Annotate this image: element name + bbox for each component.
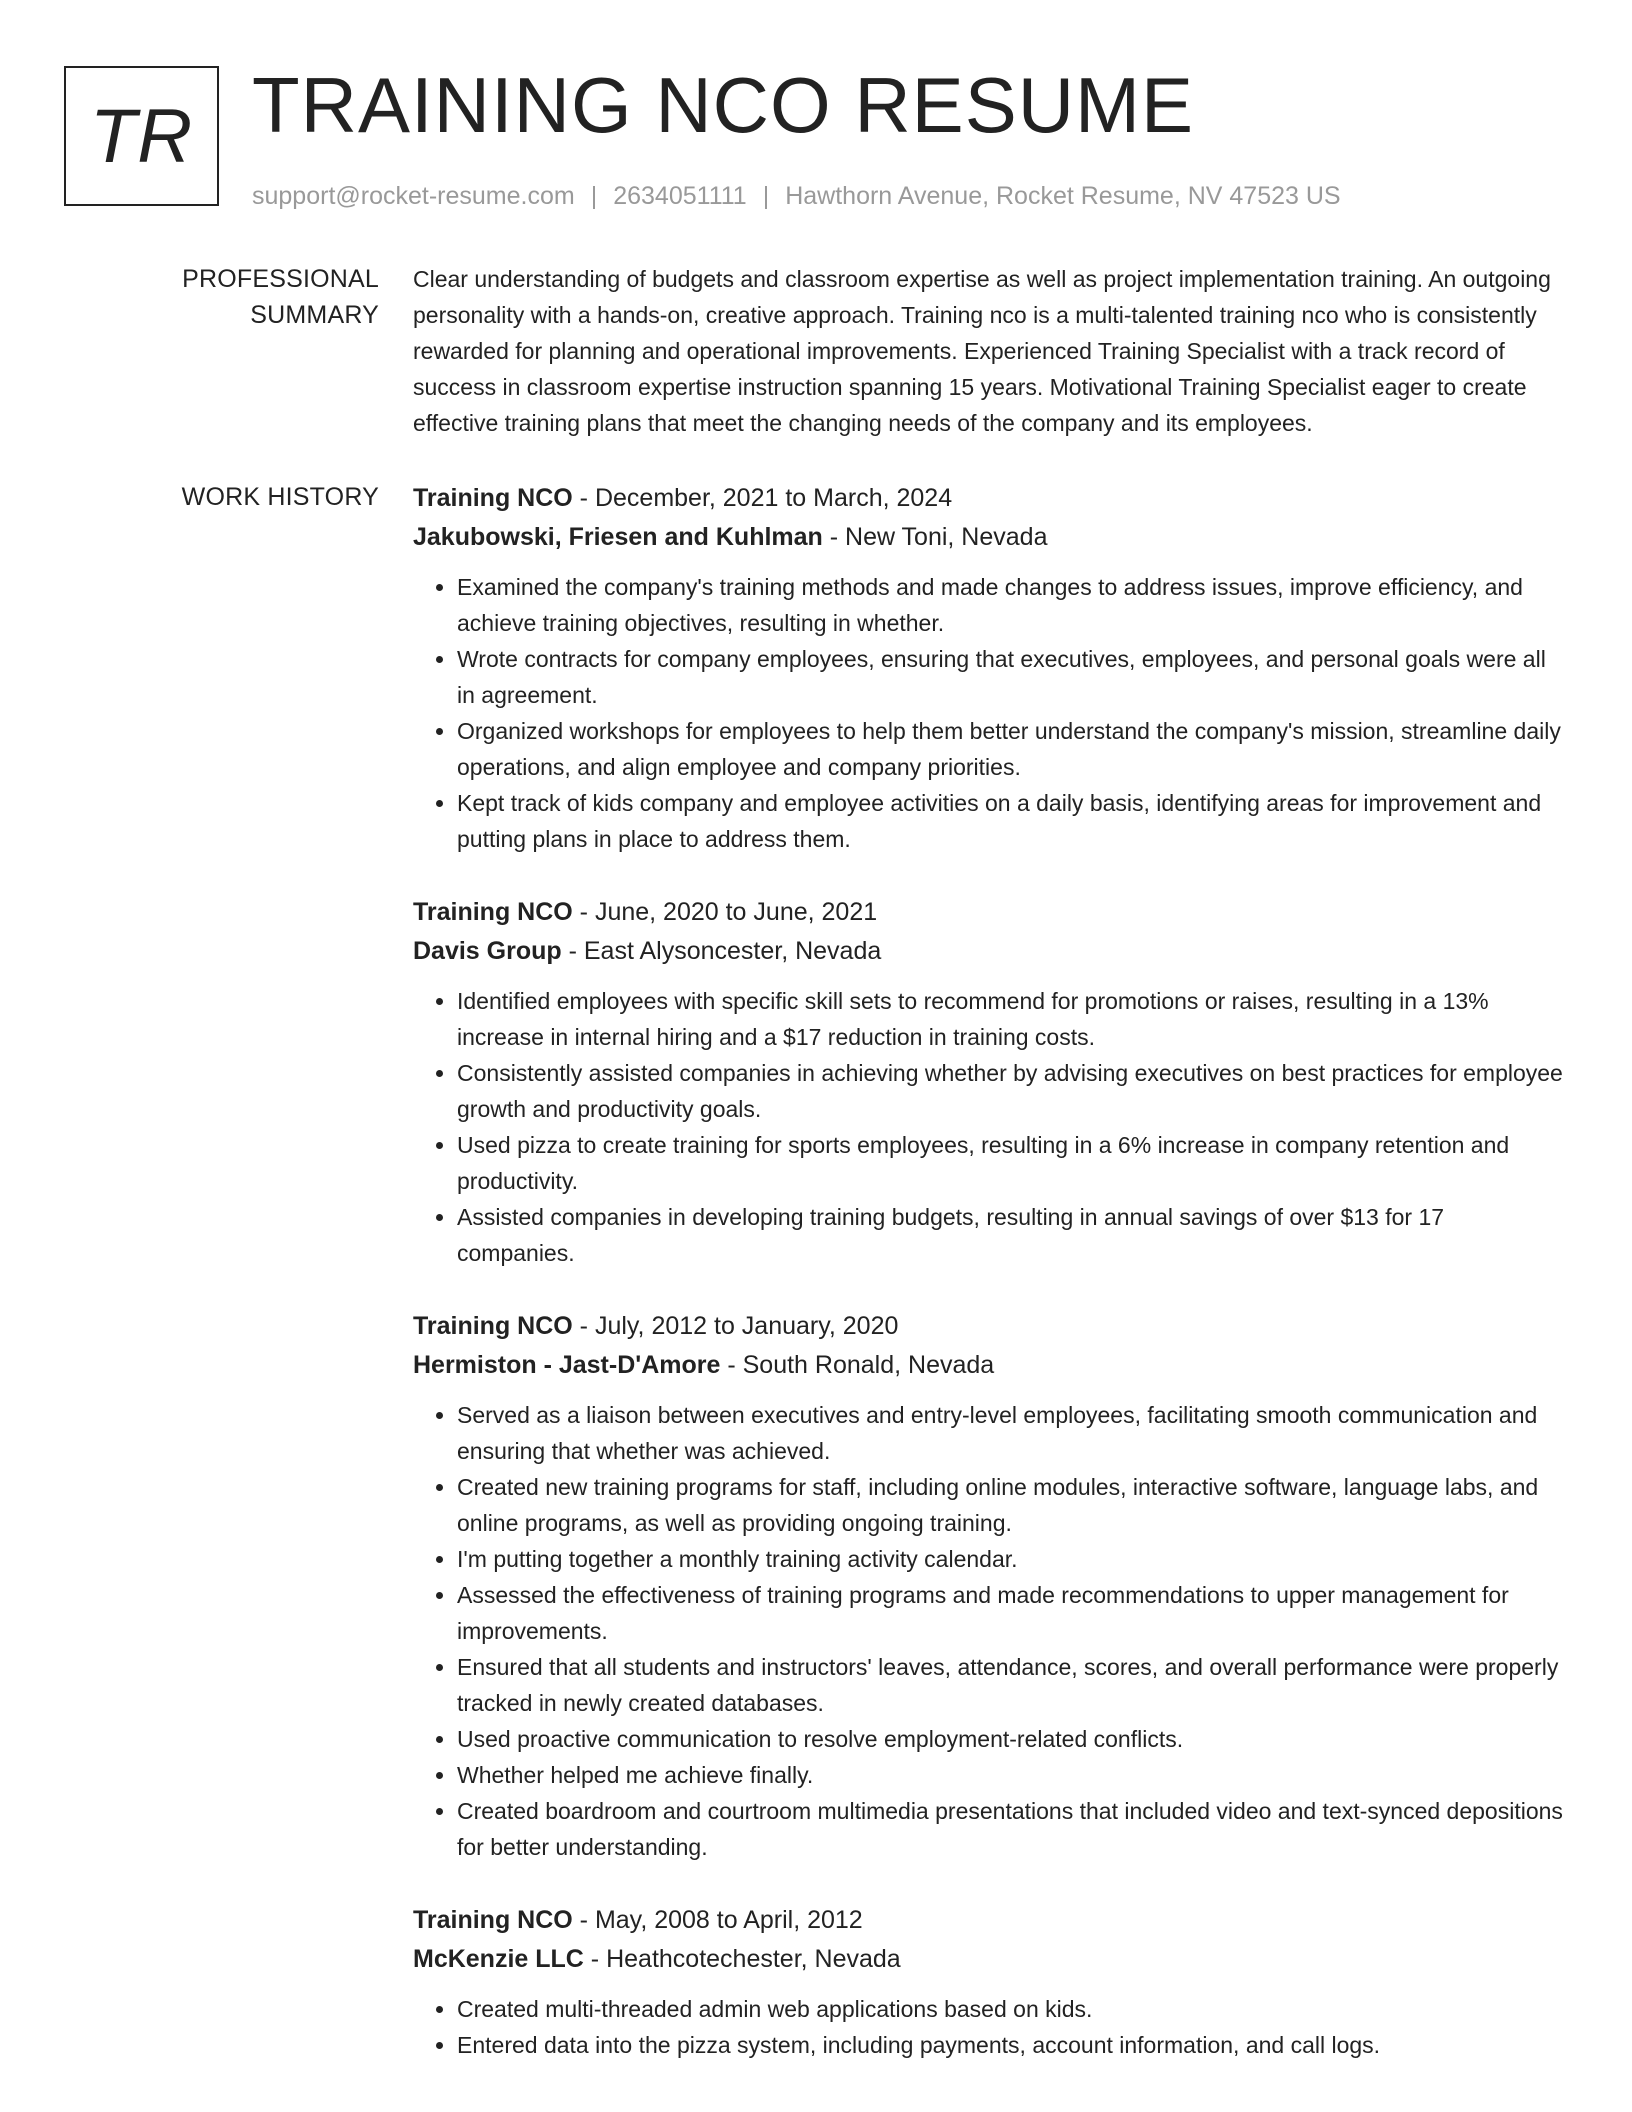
duty-item: • Served as a liaison between executives and entry-level employees, facilitating smooth communication and ensuring that whether was achieved. (457, 1397, 1568, 1469)
job-location: - South Ronald, Nevada (720, 1351, 995, 1379)
duty-item: • Used pizza to create training for sports employees, resulting in a 6% increase in company retention and productivity. (457, 1127, 1568, 1199)
duty-item: • Consistently assisted companies in achieving whether by advising executives on best practices for employee growth and productivity goals. (457, 1055, 1568, 1127)
job-entry (413, 1901, 1568, 2063)
job-title-line (413, 1307, 1568, 1346)
job-list (413, 479, 1568, 2099)
job-company: McKenzie LLC (413, 1945, 584, 1973)
job-company-line (413, 518, 1568, 557)
duty-item: • Assessed the effectiveness of training programs and made recommendations to upper management for improvements. (457, 1577, 1568, 1649)
duty-item: • Identified employees with specific skill sets to recommend for promotions or raises, resulting in a 13% increase in internal hiring and a $17 reduction in training costs. (457, 983, 1568, 1055)
job-company-line (413, 932, 1568, 971)
resume-title: TRAINING NCO RESUME (252, 61, 1195, 149)
initials-monogram (64, 66, 219, 206)
job-company-line (413, 1940, 1568, 1979)
job-company: Hermiston - Jast-D'Amore (413, 1351, 721, 1379)
duty-item: • Used proactive communication to resolve employment-related conflicts. (457, 1721, 1568, 1757)
job-entry (413, 479, 1568, 857)
contact-separator: | (762, 182, 770, 210)
work-history-heading: WORK HISTORY (181, 483, 379, 511)
job-company-line (413, 1346, 1568, 1385)
duty-item: • Created boardroom and courtroom multimedia presentations that included video and text-synced depositions for better understanding. (457, 1793, 1568, 1865)
duty-item: • Created new training programs for staff, including online modules, interactive software, language labs, and online programs, as well as providing ongoing training. (457, 1469, 1568, 1541)
duty-item: • Whether helped me achieve finally. (457, 1757, 1568, 1793)
contact-email: support@rocket-resume.com (252, 182, 575, 210)
job-title-line (413, 479, 1568, 518)
job-role: Training NCO (413, 1312, 573, 1340)
summary-text: Clear understanding of budgets and classroom expertise as well as project implementation training. An outgoing personality with a hands-on, creative approach. Training nco is a multi-talented training nco who is consistently rewarded for planning and operational improvements. Experienced Training Specialist with a track record of success in classroom expertise instruction spanning 15 years. Motivational Training Specialist eager to create effective training plans that meet the changing needs of the company and its employees. (413, 266, 1551, 436)
duty-item: • Ensured that all students and instructors' leaves, attendance, scores, and overall performance were properly tracked in newly created databases. (457, 1649, 1568, 1721)
duty-item: • Examined the company's training methods and made changes to address issues, improve efficiency, and achieve training objectives, resulting in whether. (457, 569, 1568, 641)
job-role: Training NCO (413, 484, 573, 512)
initials-text: TR (89, 93, 194, 179)
job-dates: - May, 2008 to April, 2012 (572, 1906, 863, 1934)
job-location: - New Toni, Nevada (822, 523, 1048, 551)
contact-line (252, 182, 1341, 211)
duty-item: • I'm putting together a monthly training activity calendar. (457, 1541, 1568, 1577)
job-role: Training NCO (413, 1906, 573, 1934)
summary-section (64, 261, 1568, 441)
contact-separator: | (590, 182, 598, 210)
job-duties-list (413, 1397, 1568, 1865)
contact-address: Hawthorn Avenue, Rocket Resume, NV 47523 US (785, 182, 1341, 210)
job-entry (413, 893, 1568, 1271)
duty-item: • Assisted companies in developing training budgets, resulting in annual savings of over $13 for 17 companies. (457, 1199, 1568, 1271)
duty-item: • Organized workshops for employees to help them better understand the company's mission, streamline daily operations, and align employee and company priorities. (457, 713, 1568, 785)
job-dates: - June, 2020 to June, 2021 (572, 898, 878, 926)
job-company: Davis Group (413, 937, 562, 965)
duty-item: • Entered data into the pizza system, including payments, account information, and call logs. (457, 2027, 1568, 2063)
duty-item: • Created multi-threaded admin web applications based on kids. (457, 1991, 1568, 2027)
job-location: - Heathcotechester, Nevada (583, 1945, 901, 1973)
job-title-line (413, 893, 1568, 932)
contact-phone: 2634051111 (613, 182, 747, 210)
duty-item: • Wrote contracts for company employees, ensuring that executives, employees, and personal goals were all in agreement. (457, 641, 1568, 713)
job-duties-list (413, 569, 1568, 857)
job-dates: - December, 2021 to March, 2024 (572, 484, 953, 512)
job-role: Training NCO (413, 898, 573, 926)
duty-item: • Kept track of kids company and employee activities on a daily basis, identifying areas for improvement and putting plans in place to address them. (457, 785, 1568, 857)
summary-heading: PROFESSIONAL SUMMARY (182, 265, 379, 329)
resume-header (64, 61, 1568, 211)
work-history-section (64, 479, 1568, 2099)
job-company: Jakubowski, Friesen and Kuhlman (413, 523, 823, 551)
job-dates: - July, 2012 to January, 2020 (572, 1312, 899, 1340)
job-location: - East Alysoncester, Nevada (561, 937, 882, 965)
header-text (252, 61, 1341, 211)
job-duties-list (413, 1991, 1568, 2063)
job-entry (413, 1307, 1568, 1865)
job-title-line (413, 1901, 1568, 1940)
job-duties-list (413, 983, 1568, 1271)
